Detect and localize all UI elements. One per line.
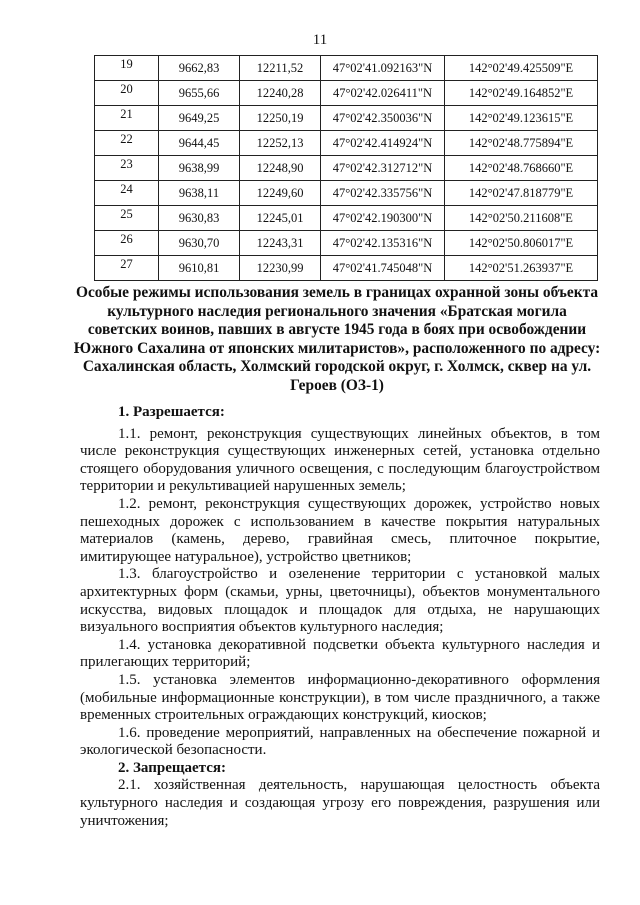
- x-coordinate-cell: 9649,25: [159, 106, 240, 131]
- x-coordinate-cell: 9638,99: [159, 156, 240, 181]
- y-coordinate-cell: 12248,90: [240, 156, 321, 181]
- latitude-cell: 47°02'41.092163"N: [321, 56, 445, 81]
- y-coordinate-cell: 12250,19: [240, 106, 321, 131]
- longitude-cell: 142°02'51.263937"E: [445, 256, 598, 281]
- paragraph-1-1: 1.1. ремонт, реконструкция существующих линейных объектов, в том числе реконструкция существующих инженерных сетей, установка отдельно стоящего оборудования уличного освещения, с последующим благоустройством территории и рекультивацией нарушенных земель;: [80, 425, 600, 495]
- table-row: [95, 106, 598, 131]
- table-row: [95, 206, 598, 231]
- point-number-cell: 24: [95, 181, 159, 206]
- latitude-cell: 47°02'42.350036"N: [321, 106, 445, 131]
- point-number-cell: 25: [95, 206, 159, 231]
- paragraph-1-2: 1.2. ремонт, реконструкция существующих дорожек, устройство новых пешеходных дорожек с использованием в качестве покрытия натуральных материалов (камень, дерево, гравийная смесь, плиточное покрытие, имитирующее натуральное), устройство цветников;: [80, 495, 600, 565]
- point-number-cell: 22: [95, 131, 159, 156]
- section-title-prohibited: 2. Запрещается:: [118, 759, 227, 776]
- latitude-cell: 47°02'42.135316"N: [321, 231, 445, 256]
- y-coordinate-cell: 12211,52: [240, 56, 321, 81]
- y-coordinate-cell: 12252,13: [240, 131, 321, 156]
- longitude-cell: 142°02'49.164852"E: [445, 81, 598, 106]
- point-number-cell: 20: [95, 81, 159, 106]
- y-coordinate-cell: 12249,60: [240, 181, 321, 206]
- table-row: [95, 56, 598, 81]
- point-number-cell: 27: [95, 256, 159, 281]
- y-coordinate-cell: 12245,01: [240, 206, 321, 231]
- x-coordinate-cell: 9630,70: [159, 231, 240, 256]
- y-coordinate-cell: 12230,99: [240, 256, 321, 281]
- latitude-cell: 47°02'42.026411"N: [321, 81, 445, 106]
- page-number: 11: [312, 32, 328, 48]
- point-number-cell: 19: [95, 56, 159, 81]
- latitude-cell: 47°02'42.312712"N: [321, 156, 445, 181]
- paragraph-1-6: 1.6. проведение мероприятий, направленных на обеспечение пожарной и экологической безопасности.: [80, 724, 600, 759]
- longitude-cell: 142°02'48.775894"E: [445, 131, 598, 156]
- document-body: [80, 404, 600, 830]
- x-coordinate-cell: 9638,11: [159, 181, 240, 206]
- latitude-cell: 47°02'42.190300"N: [321, 206, 445, 231]
- latitude-cell: 47°02'42.414924"N: [321, 131, 445, 156]
- section-title-allowed: 1. Разрешается:: [118, 404, 225, 420]
- longitude-cell: 142°02'50.806017"E: [445, 231, 598, 256]
- coordinates-table: [94, 55, 598, 281]
- longitude-cell: 142°02'48.768660"E: [445, 156, 598, 181]
- longitude-cell: 142°02'47.818779"E: [445, 181, 598, 206]
- table-row: [95, 81, 598, 106]
- longitude-cell: 142°02'50.211608"E: [445, 206, 598, 231]
- x-coordinate-cell: 9655,66: [159, 81, 240, 106]
- paragraph-1-5: 1.5. установка элементов информационно-декоративного оформления (мобильные информационные конструкции), в том числе праздничного, а также временных строительных ограждающих конструкций, киосков;: [80, 671, 600, 724]
- point-number-cell: 26: [95, 231, 159, 256]
- latitude-cell: 47°02'42.335756"N: [321, 181, 445, 206]
- y-coordinate-cell: 12243,31: [240, 231, 321, 256]
- x-coordinate-cell: 9630,83: [159, 206, 240, 231]
- longitude-cell: 142°02'49.425509"E: [445, 56, 598, 81]
- table-row: [95, 131, 598, 156]
- paragraph-1-4: 1.4. установка декоративной подсветки объекта культурного наследия и прилегающих территорий;: [80, 636, 600, 671]
- x-coordinate-cell: 9662,83: [159, 56, 240, 81]
- table-row: [95, 156, 598, 181]
- paragraph-1-3: 1.3. благоустройство и озеленение территории с установкой малых архитектурных форм (скамьи, урны, цветочницы), объектов монументального искусства, видовых площадок и площадок для отдыха, не нарушающих визуального восприятия объектов культурного наследия;: [80, 566, 600, 636]
- point-number-cell: 23: [95, 156, 159, 181]
- x-coordinate-cell: 9610,81: [159, 256, 240, 281]
- table-row: [95, 181, 598, 206]
- longitude-cell: 142°02'49.123615"E: [445, 106, 598, 131]
- latitude-cell: 47°02'41.745048"N: [321, 256, 445, 281]
- table-row: [95, 256, 598, 281]
- table-row: [95, 231, 598, 256]
- y-coordinate-cell: 12240,28: [240, 81, 321, 106]
- section-heading: Особые режимы использования земель в границах охранной зоны объекта культурного наследия регионального значения «Братская могила советских воинов, павших в августе 1945 года в боях при освобождении Южного Сахалина от японских милитаристов», расположенного по адресу: Сахалинская область, Холмский городской округ, г. Холмск, сквер на ул. Героев (ОЗ-1): [73, 284, 601, 394]
- paragraph-2-1: 2.1. хозяйственная деятельность, нарушающая целостность объекта культурного наследия и создающая угрозу его повреждения, разрушения или уничтожения;: [80, 777, 600, 829]
- point-number-cell: 21: [95, 106, 159, 131]
- x-coordinate-cell: 9644,45: [159, 131, 240, 156]
